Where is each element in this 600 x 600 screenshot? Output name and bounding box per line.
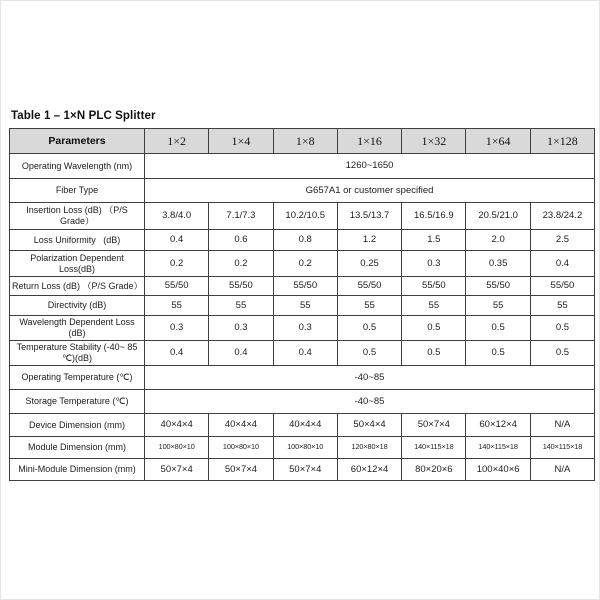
row-label-polarization-dependent-loss: Polarization Dependent Loss(dB): [10, 251, 145, 277]
cell-directivity-1x128: 55: [530, 296, 594, 316]
cell-pdl-1x2: 0.2: [145, 251, 209, 277]
merged-value-operating-wavelength: 1260~1650: [145, 154, 595, 179]
cell-insertion-loss-1x32: 16.5/16.9: [402, 203, 466, 230]
cell-pdl-1x4: 0.2: [209, 251, 273, 277]
table-row-operating-temperature: [10, 366, 595, 390]
cell-module-dim-1x64: 140×115×18: [466, 437, 530, 459]
table-header-row: [10, 129, 595, 154]
cell-directivity-1x2: 55: [145, 296, 209, 316]
cell-mini-module-dim-1x4: 50×7×4: [209, 459, 273, 481]
table-row-operating-wavelength: [10, 154, 595, 179]
column-header-1x8: 1×8: [273, 129, 337, 154]
column-header-1x64: 1×64: [466, 129, 530, 154]
cell-return-loss-1x4: 55/50: [209, 277, 273, 296]
row-label-temperature-stability: Temperature Stability (-40~ 85 ℃)(dB): [10, 341, 145, 366]
cell-directivity-1x64: 55: [466, 296, 530, 316]
column-header-1x2: 1×2: [145, 129, 209, 154]
cell-temp-stability-1x8: 0.4: [273, 341, 337, 366]
column-header-1x128: 1×128: [530, 129, 594, 154]
cell-device-dim-1x32: 50×7×4: [402, 414, 466, 437]
cell-wdl-1x2: 0.3: [145, 316, 209, 341]
table-title: Table 1 – 1×N PLC Splitter: [11, 110, 156, 122]
table-row-directivity: [10, 296, 595, 316]
cell-directivity-1x16: 55: [337, 296, 401, 316]
merged-value-operating-temperature: -40~85: [145, 366, 595, 390]
cell-device-dim-1x128: N/A: [530, 414, 594, 437]
cell-module-dim-1x4: 100×80×10: [209, 437, 273, 459]
row-label-storage-temperature: Storage Temperature (℃): [10, 390, 145, 414]
cell-device-dim-1x64: 60×12×4: [466, 414, 530, 437]
table-row-wavelength-dependent-loss: [10, 316, 595, 341]
cell-directivity-1x4: 55: [209, 296, 273, 316]
table-row-mini-module-dimension: [10, 459, 595, 481]
row-label-loss-uniformity: Loss Uniformity (dB): [10, 230, 145, 251]
cell-module-dim-1x2: 100×80×10: [145, 437, 209, 459]
cell-wdl-1x8: 0.3: [273, 316, 337, 341]
cell-directivity-1x8: 55: [273, 296, 337, 316]
table-row-module-dimension: [10, 437, 595, 459]
table-row-return-loss: [10, 277, 595, 296]
row-label-module-dimension: Module Dimension (mm): [10, 437, 145, 459]
cell-temp-stability-1x128: 0.5: [530, 341, 594, 366]
column-header-1x32: 1×32: [402, 129, 466, 154]
row-label-return-loss: Return Loss (dB) （P/S Grade）: [10, 277, 145, 296]
cell-device-dim-1x2: 40×4×4: [145, 414, 209, 437]
cell-insertion-loss-1x64: 20.5/21.0: [466, 203, 530, 230]
cell-loss-uniformity-1x32: 1.5: [402, 230, 466, 251]
cell-wdl-1x4: 0.3: [209, 316, 273, 341]
cell-temp-stability-1x2: 0.4: [145, 341, 209, 366]
cell-wdl-1x32: 0.5: [402, 316, 466, 341]
cell-mini-module-dim-1x8: 50×7×4: [273, 459, 337, 481]
cell-pdl-1x16: 0.25: [337, 251, 401, 277]
cell-return-loss-1x64: 55/50: [466, 277, 530, 296]
row-label-wavelength-dependent-loss: Wavelength Dependent Loss (dB): [10, 316, 145, 341]
cell-mini-module-dim-1x2: 50×7×4: [145, 459, 209, 481]
cell-mini-module-dim-1x16: 60×12×4: [337, 459, 401, 481]
cell-device-dim-1x16: 50×4×4: [337, 414, 401, 437]
cell-pdl-1x128: 0.4: [530, 251, 594, 277]
row-label-operating-temperature: Operating Temperature (℃): [10, 366, 145, 390]
cell-device-dim-1x8: 40×4×4: [273, 414, 337, 437]
cell-loss-uniformity-1x128: 2.5: [530, 230, 594, 251]
cell-return-loss-1x32: 55/50: [402, 277, 466, 296]
row-label-mini-module-dimension: Mini-Module Dimension (mm): [10, 459, 145, 481]
table-row-polarization-dependent-loss: [10, 251, 595, 277]
cell-temp-stability-1x32: 0.5: [402, 341, 466, 366]
cell-insertion-loss-1x2: 3.8/4.0: [145, 203, 209, 230]
cell-loss-uniformity-1x8: 0.8: [273, 230, 337, 251]
merged-value-storage-temperature: -40~85: [145, 390, 595, 414]
cell-device-dim-1x4: 40×4×4: [209, 414, 273, 437]
row-label-operating-wavelength: Operating Wavelength (nm): [10, 154, 145, 179]
merged-value-fiber-type: G657A1 or customer specified: [145, 179, 595, 203]
cell-loss-uniformity-1x2: 0.4: [145, 230, 209, 251]
cell-pdl-1x8: 0.2: [273, 251, 337, 277]
cell-wdl-1x128: 0.5: [530, 316, 594, 341]
cell-wdl-1x64: 0.5: [466, 316, 530, 341]
table-row-temperature-stability: [10, 341, 595, 366]
cell-directivity-1x32: 55: [402, 296, 466, 316]
cell-module-dim-1x8: 100×80×10: [273, 437, 337, 459]
plc-splitter-spec-table: [9, 128, 595, 481]
column-header-1x16: 1×16: [337, 129, 401, 154]
cell-insertion-loss-1x8: 10.2/10.5: [273, 203, 337, 230]
cell-module-dim-1x16: 120×80×18: [337, 437, 401, 459]
cell-return-loss-1x2: 55/50: [145, 277, 209, 296]
row-label-insertion-loss: Insertion Loss (dB) （P/S Grade）: [10, 203, 145, 230]
column-header-parameters: Parameters: [10, 129, 145, 154]
cell-return-loss-1x16: 55/50: [337, 277, 401, 296]
column-header-1x4: 1×4: [209, 129, 273, 154]
table-row-fiber-type: [10, 179, 595, 203]
cell-return-loss-1x128: 55/50: [530, 277, 594, 296]
cell-pdl-1x32: 0.3: [402, 251, 466, 277]
cell-mini-module-dim-1x64: 100×40×6: [466, 459, 530, 481]
cell-insertion-loss-1x4: 7.1/7.3: [209, 203, 273, 230]
table-row-device-dimension: [10, 414, 595, 437]
cell-temp-stability-1x16: 0.5: [337, 341, 401, 366]
cell-mini-module-dim-1x128: N/A: [530, 459, 594, 481]
cell-loss-uniformity-1x16: 1.2: [337, 230, 401, 251]
row-label-directivity: Directivity (dB): [10, 296, 145, 316]
cell-module-dim-1x128: 140×115×18: [530, 437, 594, 459]
cell-wdl-1x16: 0.5: [337, 316, 401, 341]
row-label-fiber-type: Fiber Type: [10, 179, 145, 203]
row-label-device-dimension: Device Dimension (mm): [10, 414, 145, 437]
cell-temp-stability-1x4: 0.4: [209, 341, 273, 366]
cell-temp-stability-1x64: 0.5: [466, 341, 530, 366]
cell-loss-uniformity-1x4: 0.6: [209, 230, 273, 251]
cell-module-dim-1x32: 140×115×18: [402, 437, 466, 459]
table-row-loss-uniformity: [10, 230, 595, 251]
cell-pdl-1x64: 0.35: [466, 251, 530, 277]
cell-mini-module-dim-1x32: 80×20×6: [402, 459, 466, 481]
table-row-insertion-loss: [10, 203, 595, 230]
cell-return-loss-1x8: 55/50: [273, 277, 337, 296]
cell-insertion-loss-1x128: 23.8/24.2: [530, 203, 594, 230]
cell-insertion-loss-1x16: 13.5/13.7: [337, 203, 401, 230]
cell-loss-uniformity-1x64: 2.0: [466, 230, 530, 251]
table-row-storage-temperature: [10, 390, 595, 414]
